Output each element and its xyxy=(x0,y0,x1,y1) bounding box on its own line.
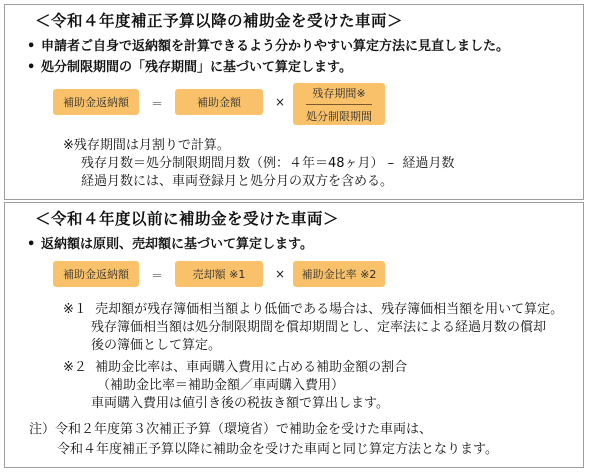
section-heading: ＜令和４年度以前に補助金を受けた車両＞ xyxy=(35,210,340,228)
note-line: 車両購入費用は値引き後の税抜き額で算出します。 xyxy=(91,396,389,411)
bullet-dot-icon: • xyxy=(27,237,36,252)
multiply-sign: × xyxy=(275,95,286,109)
note-line: 経過月数には、車両登録月と処分月の双方を含める。 xyxy=(81,174,394,189)
formula-result-box: 補助金返納額 xyxy=(53,261,139,287)
formula-term-box: 補助金比率 ※2 xyxy=(293,261,385,287)
section-old-vehicles xyxy=(4,202,584,468)
bullet-item xyxy=(27,233,313,252)
bullet-item xyxy=(27,35,509,54)
formula-fraction-box xyxy=(293,83,385,125)
bullet-text: 申請者ご自身で返納額を計算できるよう分かりやすい算定方法に見直しました。 xyxy=(41,39,510,54)
note-line: ※残存期間は月割りで計算。 xyxy=(63,138,230,153)
bullet-dot-icon: • xyxy=(27,39,36,54)
note-line: ※１ 売却額が残存簿価相当額より低価である場合は、残存簿価相当額を用いて算定。 xyxy=(63,302,564,317)
note-line: （補助金比率＝補助金額／車両購入費用） xyxy=(97,378,345,393)
section-new-vehicles xyxy=(4,4,584,200)
bullet-item xyxy=(27,56,352,75)
fraction-numerator: 残存期間※ xyxy=(306,85,371,105)
equals-sign: ＝ xyxy=(151,97,164,111)
bullet-text: 処分制限期間の「残存期間」に基づいて算定します。 xyxy=(41,60,352,75)
bullet-dot-icon: • xyxy=(27,60,36,75)
section-heading: ＜令和４年度補正予算以降の補助金を受けた車両＞ xyxy=(35,12,404,30)
note-line: 残存簿価相当額は処分制限期間を償却期間とし、定率法による経過月数の償却 xyxy=(91,320,547,335)
formula-term-box: 売却額 ※1 xyxy=(175,261,263,287)
equals-sign: ＝ xyxy=(151,269,164,283)
note-line: 後の簿価として算定。 xyxy=(91,338,222,353)
multiply-sign: × xyxy=(275,267,286,281)
note-line: ※２ 補助金比率は、車両購入費用に占める補助金額の割合 xyxy=(63,360,408,375)
formula-result-box: 補助金返納額 xyxy=(53,89,139,115)
bullet-text: 返納額は原則、売却額に基づいて算定します。 xyxy=(41,237,313,252)
note-line: 残存月数＝処分制限期間月数（例：４年＝48ヶ月） – 経過月数 xyxy=(81,156,455,171)
footnote-line: 令和４年度補正予算以降に補助金を受けた車両と同じ算定方法となります。 xyxy=(57,442,498,457)
footnote-line: 注）令和２年度第３次補正予算（環境省）で補助金を受けた車両は、 xyxy=(29,422,433,437)
formula-term-box: 補助金額 xyxy=(175,89,263,115)
fraction-denominator: 処分制限期間 xyxy=(306,109,372,123)
